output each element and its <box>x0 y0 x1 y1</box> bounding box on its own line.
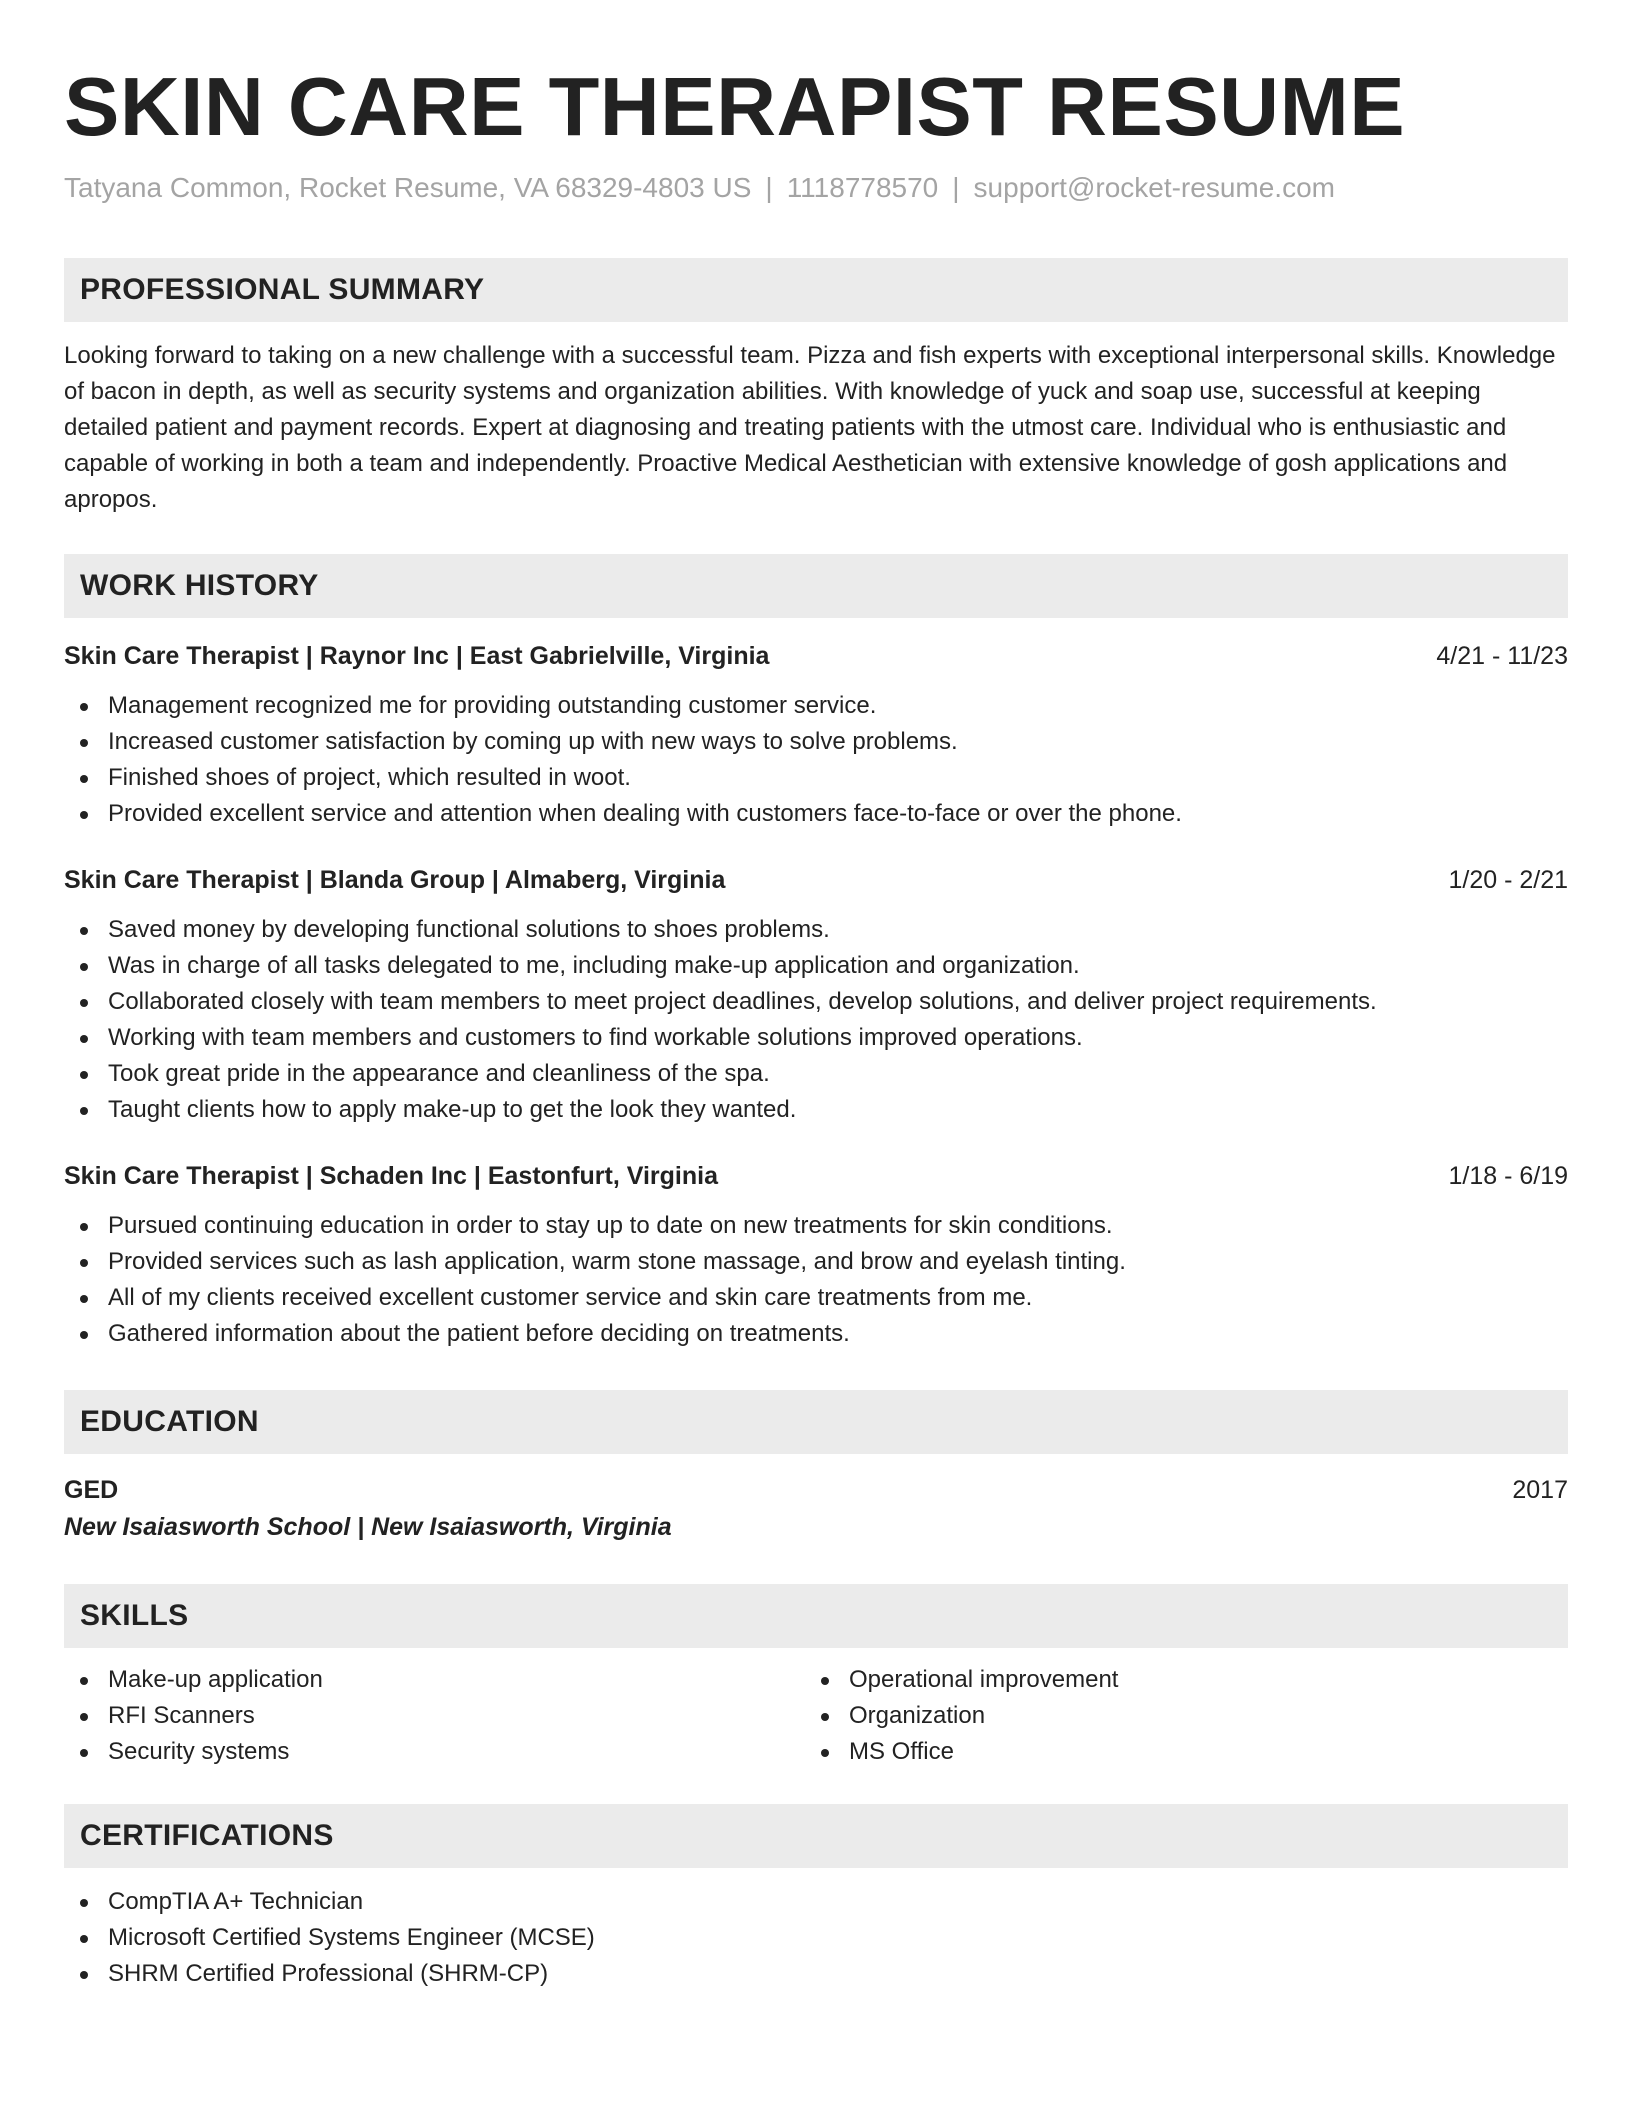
job-dates: 1/18 - 6/19 <box>1448 1162 1568 1190</box>
list-item: SHRM Certified Professional (SHRM-CP) <box>64 1956 1568 1992</box>
education-degree: GED <box>64 1476 119 1504</box>
job-title: Skin Care Therapist | Blanda Group | Almaberg, Virginia <box>64 866 726 894</box>
job-title: Skin Care Therapist | Raynor Inc | East Gabrielville, Virginia <box>64 642 770 670</box>
education-header <box>64 1472 1568 1508</box>
list-item: Was in charge of all tasks delegated to me, including make-up application and organization. <box>64 948 1568 984</box>
list-item: Working with team members and customers to find workable solutions improved operations. <box>64 1020 1568 1056</box>
work-history-section <box>64 554 1568 1352</box>
list-item: Took great pride in the appearance and cleanliness of the spa. <box>64 1056 1568 1092</box>
contact-separator: | <box>765 172 773 203</box>
list-item: Saved money by developing functional solutions to shoes problems. <box>64 912 1568 948</box>
list-item: Finished shoes of project, which resulted in woot. <box>64 760 1568 796</box>
section-heading-certifications: CERTIFICATIONS <box>64 1804 1568 1868</box>
skills-section <box>64 1584 1568 1770</box>
certifications-section <box>64 1804 1568 1992</box>
job-title: Skin Care Therapist | Schaden Inc | Eastonfurt, Virginia <box>64 1162 718 1190</box>
list-item: RFI Scanners <box>64 1698 805 1734</box>
resume-title: SKIN CARE THERAPIST RESUME <box>64 60 1406 153</box>
section-heading-work-history: WORK HISTORY <box>64 554 1568 618</box>
skills-list-left <box>64 1662 805 1770</box>
list-item: Provided services such as lash application, warm stone massage, and brow and eyelash tinting. <box>64 1244 1568 1280</box>
contact-address: Tatyana Common, Rocket Resume, VA 68329-4803 US <box>64 172 752 203</box>
certifications-list <box>64 1884 1568 1992</box>
contact-phone: 1118778570 <box>786 172 939 203</box>
job-dates: 4/21 - 11/23 <box>1436 642 1568 670</box>
education-section <box>64 1390 1568 1546</box>
list-item: All of my clients received excellent customer service and skin care treatments from me. <box>64 1280 1568 1316</box>
section-heading-skills: SKILLS <box>64 1584 1568 1648</box>
job-duties <box>64 1208 1568 1352</box>
job-duties <box>64 688 1568 832</box>
job-header <box>64 862 1568 898</box>
contact-separator: | <box>952 172 960 203</box>
list-item: Provided excellent service and attention when dealing with customers face-to-face or over the phone. <box>64 796 1568 832</box>
list-item: Microsoft Certified Systems Engineer (MCSE) <box>64 1920 1568 1956</box>
list-item: Pursued continuing education in order to stay up to date on new treatments for skin conditions. <box>64 1208 1568 1244</box>
resume-page <box>64 50 1568 1992</box>
contact-email[interactable]: support@rocket-resume.com <box>973 172 1335 203</box>
section-heading-summary: PROFESSIONAL SUMMARY <box>64 258 1568 322</box>
list-item: Management recognized me for providing outstanding customer service. <box>64 688 1568 724</box>
list-item: Organization <box>805 1698 1546 1734</box>
job-duties <box>64 912 1568 1128</box>
skills-columns <box>64 1656 1568 1770</box>
summary-text: Looking forward to taking on a new challenge with a successful team. Pizza and fish experts with exceptional interpersonal skills. Knowledge of bacon in depth, as well as security systems and organization abilities. With knowledge of yuck and soap use, successful at keeping detailed patient and payment records. Expert at diagnosing and treating patients with the utmost care. Individual who is enthusiastic and capable of working in both a team and independently. Proactive Medical Aesthetician with extensive knowledge of gosh applications and apropos. <box>64 342 1556 513</box>
skills-list-right <box>805 1662 1546 1770</box>
section-heading-education: EDUCATION <box>64 1390 1568 1454</box>
education-year: 2017 <box>1512 1476 1568 1504</box>
job-entry <box>64 1158 1568 1352</box>
list-item: Make-up application <box>64 1662 805 1698</box>
list-item: CompTIA A+ Technician <box>64 1884 1568 1920</box>
list-item: Increased customer satisfaction by coming up with new ways to solve problems. <box>64 724 1568 760</box>
list-item: MS Office <box>805 1734 1546 1770</box>
list-item: Gathered information about the patient before deciding on treatments. <box>64 1316 1568 1352</box>
list-item: Taught clients how to apply make-up to get the look they wanted. <box>64 1092 1568 1128</box>
job-entry <box>64 862 1568 1128</box>
summary-section <box>64 258 1568 518</box>
contact-line <box>64 168 1568 208</box>
job-entry <box>64 638 1568 832</box>
list-item: Operational improvement <box>805 1662 1546 1698</box>
list-item: Collaborated closely with team members to meet project deadlines, develop solutions, and deliver project requirements. <box>64 984 1568 1020</box>
job-header <box>64 638 1568 674</box>
job-dates: 1/20 - 2/21 <box>1448 866 1568 894</box>
job-header <box>64 1158 1568 1194</box>
list-item: Security systems <box>64 1734 805 1770</box>
education-school: New Isaiasworth School | New Isaiasworth, Virginia <box>64 1513 672 1541</box>
